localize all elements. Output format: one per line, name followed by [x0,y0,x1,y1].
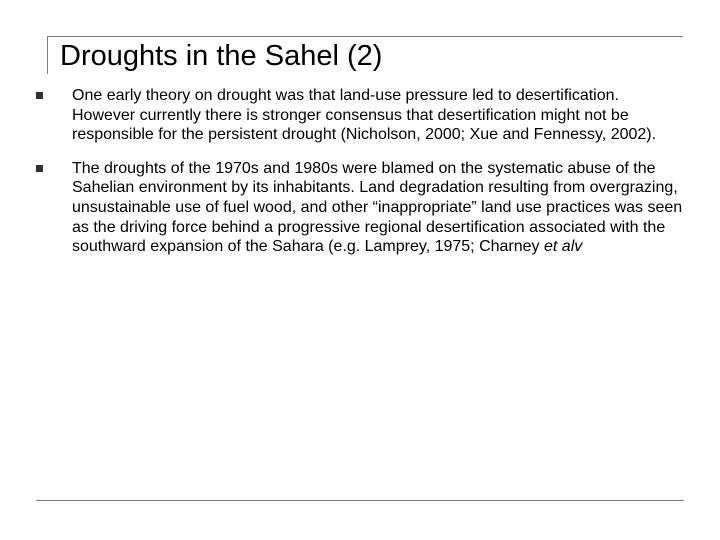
citation-italic: et alv [544,238,583,256]
slide-title: Droughts in the Sahel (2) [60,40,383,72]
bullet-text: The droughts of the 1970s and 1980s were blamed on the systematic abuse of the Sahelian environment by its inhabitants. Land degradation resulting from overgrazing, unsustainable use of fuel wood, and other “inappropriate” land use practices was seen as the driving force behind a progressive regional desertification associated with the southward expansion of the Sahara (e.g. Lamprey, 1975; Charney [72,159,683,256]
bullet-item-sahel-abuse [36,159,686,257]
footer-rule [36,500,684,501]
bullet-list [36,86,686,271]
title-frame-left-rule [47,36,48,74]
bullet-text: One early theory on drought was that land-use pressure led to desertification. However currently there is stronger consensus that desertification might not be responsible for the persistent drought (Nicholson, 2000; Xue and Fennessy, 2002). [72,87,657,144]
bullet-item-land-use-theory [36,86,686,145]
square-bullet-icon [36,92,43,99]
square-bullet-icon [36,165,43,172]
